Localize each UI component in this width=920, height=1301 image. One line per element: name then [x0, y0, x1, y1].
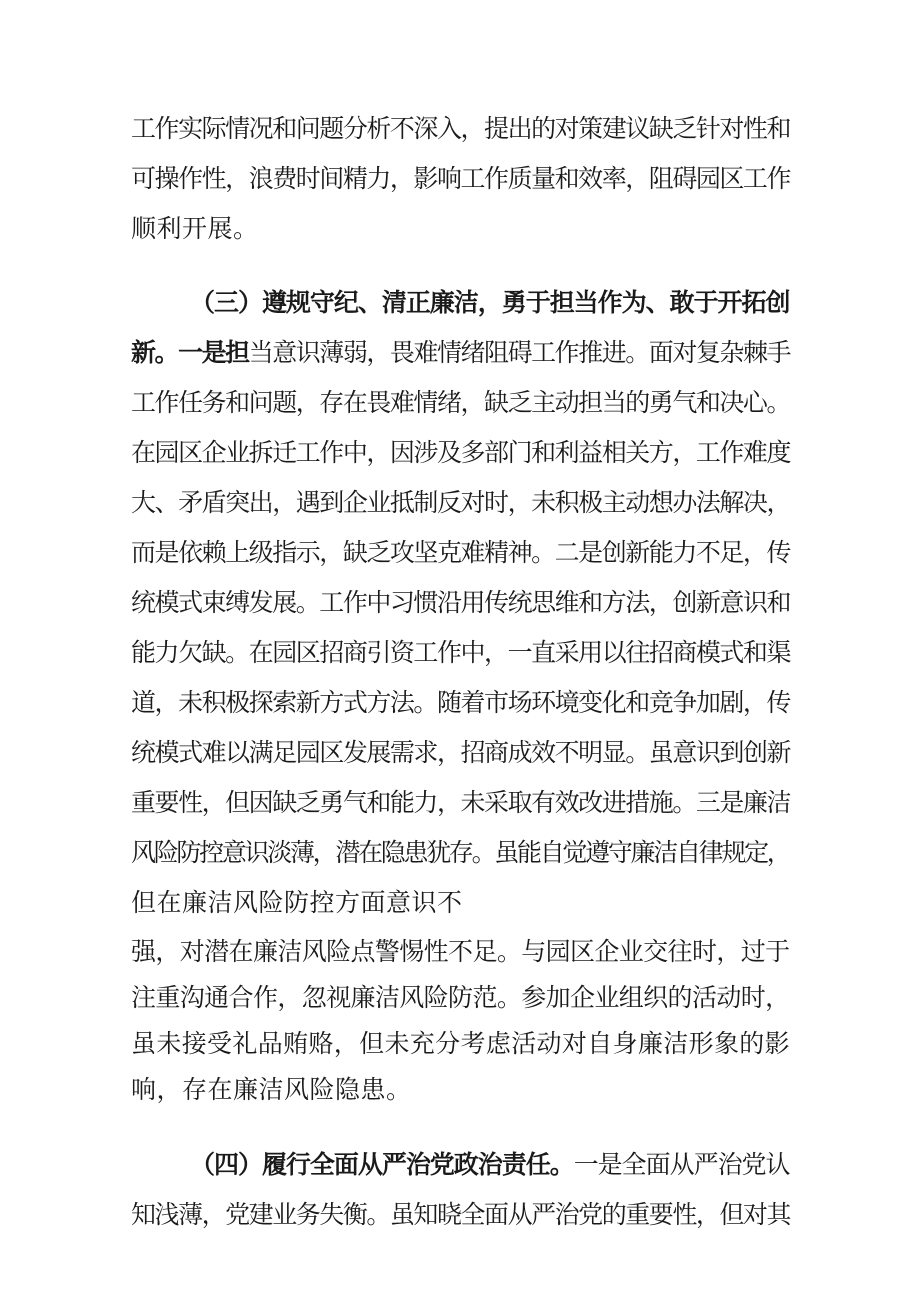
paragraph-2-line-13: 强，对潜在廉洁风险点警惕性不足。与园区企业交往时，过于 — [131, 937, 790, 966]
paragraph-2-line-8: 道，未积极探索新方式方法。随着市场环境变化和竞争加剧，传 — [131, 688, 791, 717]
paragraph-2-line-5: 而是依赖上级指示，缺乏攻坚克难精神。二是创新能力不足，传 — [131, 538, 791, 567]
paragraph-2-line-6: 统模式束缚发展。工作中习惯沿用传统思维和方法，创新意识和 — [131, 588, 791, 617]
paragraph-2-line-9: 统模式难以满足园区发展需求，招商成效不明显。虽意识到创新 — [131, 738, 791, 767]
paragraph-2-line-16: 响，存在廉洁风险隐患。 — [131, 1075, 412, 1104]
paragraph-2-line-14: 注重沟通合作，忽视廉洁风险防范。参加企业组织的活动时， — [131, 983, 790, 1012]
section-4-first-line — [190, 1150, 790, 1180]
paragraph-2-line-4: 大、矛盾突出，遇到企业抵制反对时，未积极主动想办法解决， — [131, 488, 791, 517]
section-4-heading: （四）履行全面从严治党政治责任。 — [190, 1150, 574, 1179]
paragraph-2-line-11: 风险防控意识淡薄，潜在隐患犹存。虽能自觉遵守廉洁自律规定， — [131, 838, 790, 867]
section-4-line-1-text: 一是全面从严治党认 — [573, 1150, 790, 1179]
paragraph-2-line-10: 重要性，但因缺乏勇气和能力，未采取有效改进措施。三是廉洁 — [131, 788, 791, 817]
paragraph-2-line-12: 但在廉洁风险防控方面意识不 — [131, 888, 463, 917]
section-3-heading-continuation: 新。一是担 — [131, 338, 249, 367]
paragraph-2-line-15: 虽未接受礼品贿赂，但未充分考虑活动对自身廉洁形象的影 — [131, 1029, 791, 1058]
paragraph-2-line-2: 工作任务和问题，存在畏难情绪，缺乏主动担当的勇气和决心。 — [131, 388, 791, 417]
paragraph-1-line-3: 顺利开展。 — [131, 214, 259, 243]
paragraph-1-line-2: 可操作性，浪费时间精力，影响工作质量和效率，阻碍园区工作 — [131, 164, 791, 193]
section-3-heading: （三）遵规守纪、清正廉洁，勇于担当作为、敢于开拓创 — [190, 288, 790, 317]
paragraph-2-line-7: 能力欠缺。在园区招商引资工作中，一直采用以往招商模式和渠 — [131, 638, 791, 667]
paragraph-2-line-1 — [131, 338, 790, 368]
paragraph-2-line-1-text: 当意识薄弱，畏难情绪阻碍工作推进。面对复杂棘手 — [248, 338, 791, 367]
paragraph-3-line-2: 知浅薄，党建业务失衡。虽知晓全面从严治党的重要性，但对其 — [131, 1200, 791, 1229]
paragraph-1-line-1: 工作实际情况和问题分析不深入，提出的对策建议缺乏针对性和 — [131, 114, 791, 143]
paragraph-2-line-3: 在园区企业拆迁工作中，因涉及多部门和利益相关方，工作难度 — [131, 438, 791, 467]
